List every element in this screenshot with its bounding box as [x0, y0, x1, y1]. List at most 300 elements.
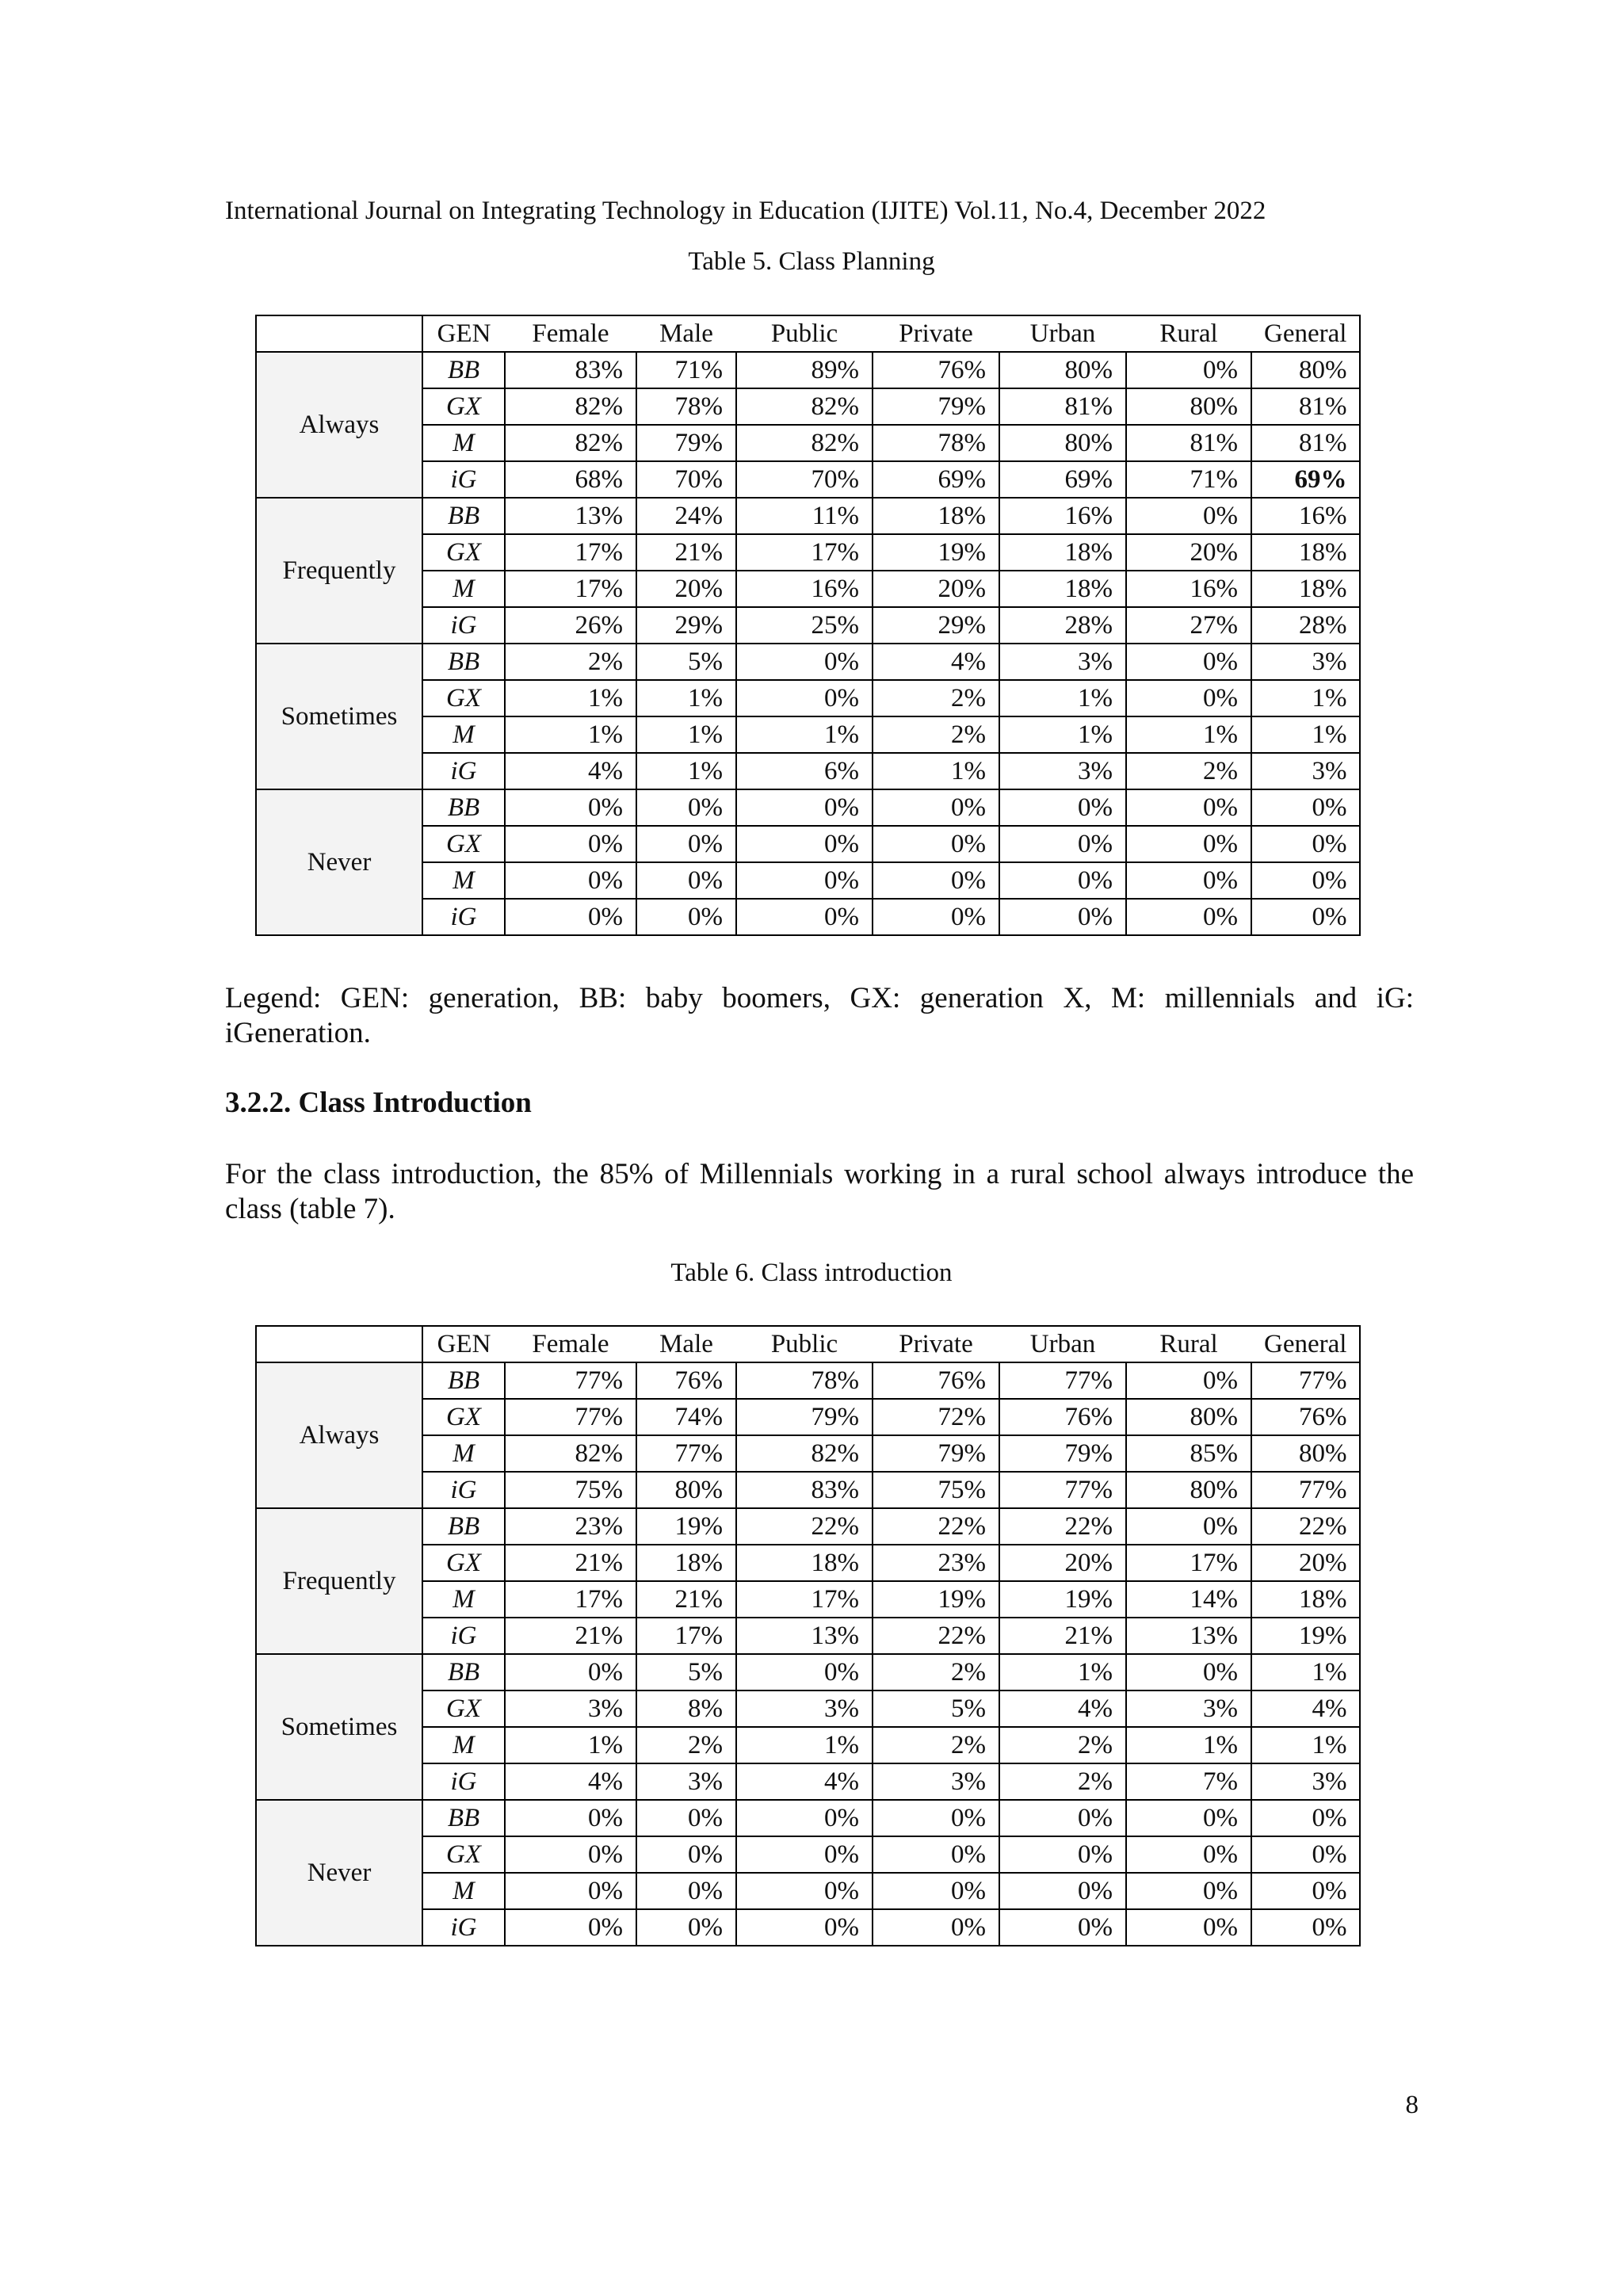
value-cell: 18% — [873, 498, 999, 534]
value-cell: 1% — [999, 716, 1126, 753]
table-row — [256, 1654, 1360, 1690]
value-cell: 80% — [1126, 388, 1251, 425]
column-header: Rural — [1126, 315, 1251, 352]
value-cell: 19% — [873, 1581, 999, 1618]
value-cell: 4% — [736, 1763, 873, 1800]
column-header: Public — [736, 1326, 873, 1362]
column-header: GEN — [422, 315, 505, 352]
table-row — [256, 680, 1360, 716]
value-cell: 0% — [999, 826, 1126, 862]
frequency-group-label: Frequently — [256, 498, 422, 644]
value-cell: 0% — [1126, 498, 1251, 534]
generation-cell: BB — [422, 498, 505, 534]
value-cell: 16% — [999, 498, 1126, 534]
value-cell: 75% — [505, 1472, 636, 1508]
frequency-group-label: Always — [256, 352, 422, 498]
value-cell: 2% — [873, 716, 999, 753]
value-cell: 19% — [873, 534, 999, 571]
value-cell: 0% — [1251, 899, 1360, 935]
table-row — [256, 607, 1360, 644]
column-header: Rural — [1126, 1326, 1251, 1362]
generation-cell: iG — [422, 607, 505, 644]
value-cell: 0% — [505, 1800, 636, 1836]
value-cell: 0% — [636, 1873, 736, 1909]
value-cell: 71% — [1126, 461, 1251, 498]
header-blank-cell — [256, 315, 422, 352]
value-cell: 18% — [736, 1545, 873, 1581]
frequency-group-label: Never — [256, 1800, 422, 1946]
value-cell: 1% — [736, 716, 873, 753]
value-cell: 4% — [505, 1763, 636, 1800]
value-cell: 27% — [1126, 607, 1251, 644]
value-cell: 1% — [999, 1654, 1126, 1690]
table-row — [256, 1690, 1360, 1727]
value-cell: 0% — [505, 1654, 636, 1690]
table-row — [256, 1362, 1360, 1399]
value-cell: 0% — [636, 826, 736, 862]
generation-cell: BB — [422, 644, 505, 680]
value-cell: 0% — [1126, 1909, 1251, 1946]
generation-cell: iG — [422, 1618, 505, 1654]
value-cell: 80% — [1126, 1399, 1251, 1435]
value-cell: 76% — [1251, 1399, 1360, 1435]
value-cell: 77% — [999, 1472, 1126, 1508]
generation-cell: BB — [422, 789, 505, 826]
intro-paragraph-line-2: class (table 7). — [225, 1193, 395, 1225]
table-row — [256, 716, 1360, 753]
value-cell: 2% — [873, 1654, 999, 1690]
value-cell: 13% — [505, 498, 636, 534]
table-row — [256, 388, 1360, 425]
value-cell: 80% — [1251, 352, 1360, 388]
value-cell: 2% — [636, 1727, 736, 1763]
value-cell: 23% — [505, 1508, 636, 1545]
value-cell: 75% — [873, 1472, 999, 1508]
value-cell: 11% — [736, 498, 873, 534]
value-cell: 1% — [636, 716, 736, 753]
value-cell: 80% — [999, 352, 1126, 388]
value-cell: 76% — [636, 1362, 736, 1399]
generation-cell: M — [422, 716, 505, 753]
value-cell: 22% — [736, 1508, 873, 1545]
generation-cell: GX — [422, 534, 505, 571]
value-cell: 0% — [505, 1873, 636, 1909]
value-cell: 0% — [873, 899, 999, 935]
generation-cell: iG — [422, 899, 505, 935]
value-cell: 0% — [1251, 862, 1360, 899]
generation-cell: BB — [422, 1800, 505, 1836]
value-cell: 0% — [736, 644, 873, 680]
value-cell: 0% — [873, 1836, 999, 1873]
value-cell: 0% — [1251, 826, 1360, 862]
table-row — [256, 1800, 1360, 1836]
value-cell: 18% — [999, 571, 1126, 607]
value-cell: 79% — [736, 1399, 873, 1435]
table-row — [256, 862, 1360, 899]
generation-cell: GX — [422, 1399, 505, 1435]
value-cell: 16% — [1126, 571, 1251, 607]
table-row — [256, 534, 1360, 571]
value-cell: 0% — [736, 1909, 873, 1946]
value-cell: 77% — [999, 1362, 1126, 1399]
table-row — [256, 753, 1360, 789]
value-cell: 0% — [636, 862, 736, 899]
generation-cell: iG — [422, 753, 505, 789]
legend-text-line-1: Legend: GEN: generation, BB: baby boomers, GX: generation X, M: millennials and iG: — [225, 982, 1414, 1014]
value-cell: 1% — [999, 680, 1126, 716]
value-cell: 17% — [736, 1581, 873, 1618]
table-row — [256, 1909, 1360, 1946]
value-cell: 0% — [736, 1836, 873, 1873]
value-cell: 29% — [873, 607, 999, 644]
value-cell: 0% — [1126, 1362, 1251, 1399]
value-cell: 83% — [736, 1472, 873, 1508]
column-header: Private — [873, 315, 999, 352]
value-cell: 1% — [736, 1727, 873, 1763]
value-cell: 22% — [873, 1618, 999, 1654]
table-class-planning — [255, 315, 1361, 936]
value-cell: 72% — [873, 1399, 999, 1435]
column-header: Urban — [999, 315, 1126, 352]
value-cell: 29% — [636, 607, 736, 644]
value-cell: 0% — [736, 899, 873, 935]
value-cell: 0% — [1251, 1909, 1360, 1946]
generation-cell: iG — [422, 461, 505, 498]
value-cell: 77% — [505, 1362, 636, 1399]
table-row — [256, 1508, 1360, 1545]
value-cell: 80% — [999, 425, 1126, 461]
value-cell: 2% — [1126, 753, 1251, 789]
table-row — [256, 1581, 1360, 1618]
value-cell: 78% — [873, 425, 999, 461]
value-cell: 6% — [736, 753, 873, 789]
journal-header: International Journal on Integrating Technology in Education (IJITE) Vol.11, No.4, December 2022 — [225, 197, 1266, 225]
generation-cell: iG — [422, 1763, 505, 1800]
generation-cell: M — [422, 1435, 505, 1472]
value-cell: 69% — [1251, 461, 1360, 498]
value-cell: 0% — [1251, 1800, 1360, 1836]
table-row — [256, 498, 1360, 534]
value-cell: 1% — [1126, 1727, 1251, 1763]
value-cell: 71% — [636, 352, 736, 388]
value-cell: 0% — [636, 789, 736, 826]
table-row — [256, 1727, 1360, 1763]
generation-cell: M — [422, 1581, 505, 1618]
value-cell: 23% — [873, 1545, 999, 1581]
column-header: General — [1251, 1326, 1360, 1362]
value-cell: 21% — [505, 1618, 636, 1654]
table-row — [256, 1545, 1360, 1581]
value-cell: 21% — [636, 534, 736, 571]
value-cell: 22% — [999, 1508, 1126, 1545]
table-row — [256, 789, 1360, 826]
value-cell: 81% — [1126, 425, 1251, 461]
value-cell: 0% — [636, 1909, 736, 1946]
value-cell: 74% — [636, 1399, 736, 1435]
frequency-group-label: Frequently — [256, 1508, 422, 1654]
column-header: Public — [736, 315, 873, 352]
value-cell: 2% — [873, 1727, 999, 1763]
value-cell: 18% — [1251, 1581, 1360, 1618]
value-cell: 0% — [873, 789, 999, 826]
value-cell: 0% — [1126, 644, 1251, 680]
value-cell: 0% — [1126, 1654, 1251, 1690]
table-row — [256, 1618, 1360, 1654]
value-cell: 1% — [505, 1727, 636, 1763]
value-cell: 76% — [873, 1362, 999, 1399]
value-cell: 3% — [505, 1690, 636, 1727]
value-cell: 21% — [505, 1545, 636, 1581]
value-cell: 0% — [636, 899, 736, 935]
value-cell: 28% — [1251, 607, 1360, 644]
value-cell: 0% — [873, 1800, 999, 1836]
value-cell: 0% — [1126, 1800, 1251, 1836]
table-row — [256, 1836, 1360, 1873]
value-cell: 22% — [873, 1508, 999, 1545]
frequency-group-label: Sometimes — [256, 644, 422, 789]
value-cell: 0% — [999, 862, 1126, 899]
value-cell: 0% — [1126, 789, 1251, 826]
value-cell: 19% — [1251, 1618, 1360, 1654]
value-cell: 1% — [1251, 680, 1360, 716]
value-cell: 0% — [1126, 680, 1251, 716]
value-cell: 83% — [505, 352, 636, 388]
value-cell: 4% — [999, 1690, 1126, 1727]
value-cell: 77% — [636, 1435, 736, 1472]
value-cell: 68% — [505, 461, 636, 498]
value-cell: 19% — [636, 1508, 736, 1545]
value-cell: 0% — [1251, 789, 1360, 826]
generation-cell: iG — [422, 1909, 505, 1946]
value-cell: 79% — [873, 388, 999, 425]
generation-cell: M — [422, 862, 505, 899]
value-cell: 16% — [736, 571, 873, 607]
value-cell: 16% — [1251, 498, 1360, 534]
value-cell: 18% — [1251, 534, 1360, 571]
value-cell: 17% — [736, 534, 873, 571]
value-cell: 0% — [873, 826, 999, 862]
table-row — [256, 826, 1360, 862]
value-cell: 2% — [999, 1763, 1126, 1800]
table-row — [256, 425, 1360, 461]
generation-cell: M — [422, 1873, 505, 1909]
value-cell: 26% — [505, 607, 636, 644]
value-cell: 0% — [1126, 899, 1251, 935]
table-row — [256, 461, 1360, 498]
generation-cell: iG — [422, 1472, 505, 1508]
table-header-row — [256, 1326, 1360, 1362]
value-cell: 0% — [1126, 1873, 1251, 1909]
value-cell: 17% — [505, 534, 636, 571]
value-cell: 1% — [505, 680, 636, 716]
generation-cell: M — [422, 425, 505, 461]
table-row — [256, 644, 1360, 680]
value-cell: 0% — [505, 826, 636, 862]
value-cell: 1% — [636, 753, 736, 789]
value-cell: 0% — [736, 1654, 873, 1690]
value-cell: 0% — [1251, 1873, 1360, 1909]
value-cell: 69% — [873, 461, 999, 498]
value-cell: 1% — [505, 716, 636, 753]
value-cell: 81% — [1251, 425, 1360, 461]
table-row — [256, 1873, 1360, 1909]
value-cell: 7% — [1126, 1763, 1251, 1800]
column-header: Private — [873, 1326, 999, 1362]
value-cell: 0% — [999, 1909, 1126, 1946]
value-cell: 17% — [1126, 1545, 1251, 1581]
value-cell: 79% — [636, 425, 736, 461]
value-cell: 0% — [505, 1836, 636, 1873]
column-header: Female — [505, 315, 636, 352]
value-cell: 80% — [1251, 1435, 1360, 1472]
value-cell: 4% — [873, 644, 999, 680]
value-cell: 5% — [636, 644, 736, 680]
value-cell: 0% — [999, 1873, 1126, 1909]
generation-cell: M — [422, 571, 505, 607]
value-cell: 17% — [505, 571, 636, 607]
section-heading: 3.2.2. Class Introduction — [225, 1087, 532, 1119]
value-cell: 82% — [736, 1435, 873, 1472]
generation-cell: BB — [422, 1508, 505, 1545]
value-cell: 81% — [999, 388, 1126, 425]
value-cell: 78% — [736, 1362, 873, 1399]
value-cell: 0% — [999, 1836, 1126, 1873]
value-cell: 0% — [873, 1873, 999, 1909]
value-cell: 0% — [999, 1800, 1126, 1836]
table-header-row — [256, 315, 1360, 352]
table-row — [256, 899, 1360, 935]
value-cell: 77% — [1251, 1362, 1360, 1399]
value-cell: 70% — [736, 461, 873, 498]
value-cell: 13% — [736, 1618, 873, 1654]
value-cell: 1% — [873, 753, 999, 789]
value-cell: 78% — [636, 388, 736, 425]
generation-cell: BB — [422, 1362, 505, 1399]
value-cell: 18% — [1251, 571, 1360, 607]
value-cell: 80% — [1126, 1472, 1251, 1508]
value-cell: 70% — [636, 461, 736, 498]
table-class-introduction — [255, 1325, 1361, 1946]
column-header: Male — [636, 315, 736, 352]
value-cell: 3% — [1251, 644, 1360, 680]
value-cell: 0% — [736, 1800, 873, 1836]
value-cell: 77% — [1251, 1472, 1360, 1508]
value-cell: 0% — [505, 862, 636, 899]
value-cell: 28% — [999, 607, 1126, 644]
value-cell: 77% — [505, 1399, 636, 1435]
value-cell: 3% — [999, 644, 1126, 680]
value-cell: 22% — [1251, 1508, 1360, 1545]
frequency-group-label: Never — [256, 789, 422, 935]
value-cell: 82% — [736, 388, 873, 425]
value-cell: 1% — [1126, 716, 1251, 753]
value-cell: 1% — [1251, 716, 1360, 753]
value-cell: 0% — [1126, 1508, 1251, 1545]
value-cell: 0% — [1126, 352, 1251, 388]
value-cell: 2% — [505, 644, 636, 680]
table-5-caption: Table 5. Class Planning — [688, 247, 935, 276]
generation-cell: GX — [422, 826, 505, 862]
value-cell: 5% — [873, 1690, 999, 1727]
value-cell: 2% — [873, 680, 999, 716]
value-cell: 20% — [873, 571, 999, 607]
column-header: Male — [636, 1326, 736, 1362]
value-cell: 3% — [873, 1763, 999, 1800]
value-cell: 0% — [736, 826, 873, 862]
column-header: Urban — [999, 1326, 1126, 1362]
frequency-group-label: Always — [256, 1362, 422, 1508]
value-cell: 81% — [1251, 388, 1360, 425]
value-cell: 3% — [1251, 753, 1360, 789]
value-cell: 0% — [636, 1836, 736, 1873]
value-cell: 0% — [505, 899, 636, 935]
value-cell: 80% — [636, 1472, 736, 1508]
value-cell: 14% — [1126, 1581, 1251, 1618]
value-cell: 0% — [505, 789, 636, 826]
generation-cell: M — [422, 1727, 505, 1763]
value-cell: 76% — [873, 352, 999, 388]
value-cell: 18% — [636, 1545, 736, 1581]
value-cell: 20% — [999, 1545, 1126, 1581]
value-cell: 0% — [873, 862, 999, 899]
generation-cell: GX — [422, 1545, 505, 1581]
value-cell: 0% — [736, 862, 873, 899]
value-cell: 0% — [1126, 826, 1251, 862]
table-row — [256, 1435, 1360, 1472]
value-cell: 0% — [736, 680, 873, 716]
value-cell: 4% — [505, 753, 636, 789]
table-row — [256, 1472, 1360, 1508]
value-cell: 25% — [736, 607, 873, 644]
value-cell: 1% — [1251, 1727, 1360, 1763]
value-cell: 0% — [1126, 1836, 1251, 1873]
table-row — [256, 1399, 1360, 1435]
value-cell: 3% — [636, 1763, 736, 1800]
column-header: Female — [505, 1326, 636, 1362]
value-cell: 21% — [636, 1581, 736, 1618]
frequency-group-label: Sometimes — [256, 1654, 422, 1800]
column-header: GEN — [422, 1326, 505, 1362]
legend-text-line-2: iGeneration. — [225, 1017, 371, 1049]
table-6-caption: Table 6. Class introduction — [670, 1259, 953, 1287]
value-cell: 79% — [999, 1435, 1126, 1472]
value-cell: 85% — [1126, 1435, 1251, 1472]
value-cell: 2% — [999, 1727, 1126, 1763]
generation-cell: GX — [422, 680, 505, 716]
value-cell: 82% — [505, 388, 636, 425]
value-cell: 89% — [736, 352, 873, 388]
table-row — [256, 352, 1360, 388]
value-cell: 20% — [636, 571, 736, 607]
value-cell: 17% — [636, 1618, 736, 1654]
generation-cell: BB — [422, 352, 505, 388]
value-cell: 8% — [636, 1690, 736, 1727]
generation-cell: GX — [422, 1690, 505, 1727]
value-cell: 3% — [1126, 1690, 1251, 1727]
generation-cell: BB — [422, 1654, 505, 1690]
value-cell: 0% — [1251, 1836, 1360, 1873]
value-cell: 1% — [1251, 1654, 1360, 1690]
value-cell: 0% — [999, 899, 1126, 935]
column-header: General — [1251, 315, 1360, 352]
value-cell: 0% — [736, 1873, 873, 1909]
value-cell: 13% — [1126, 1618, 1251, 1654]
value-cell: 0% — [999, 789, 1126, 826]
value-cell: 21% — [999, 1618, 1126, 1654]
value-cell: 79% — [873, 1435, 999, 1472]
value-cell: 82% — [505, 1435, 636, 1472]
value-cell: 0% — [505, 1909, 636, 1946]
